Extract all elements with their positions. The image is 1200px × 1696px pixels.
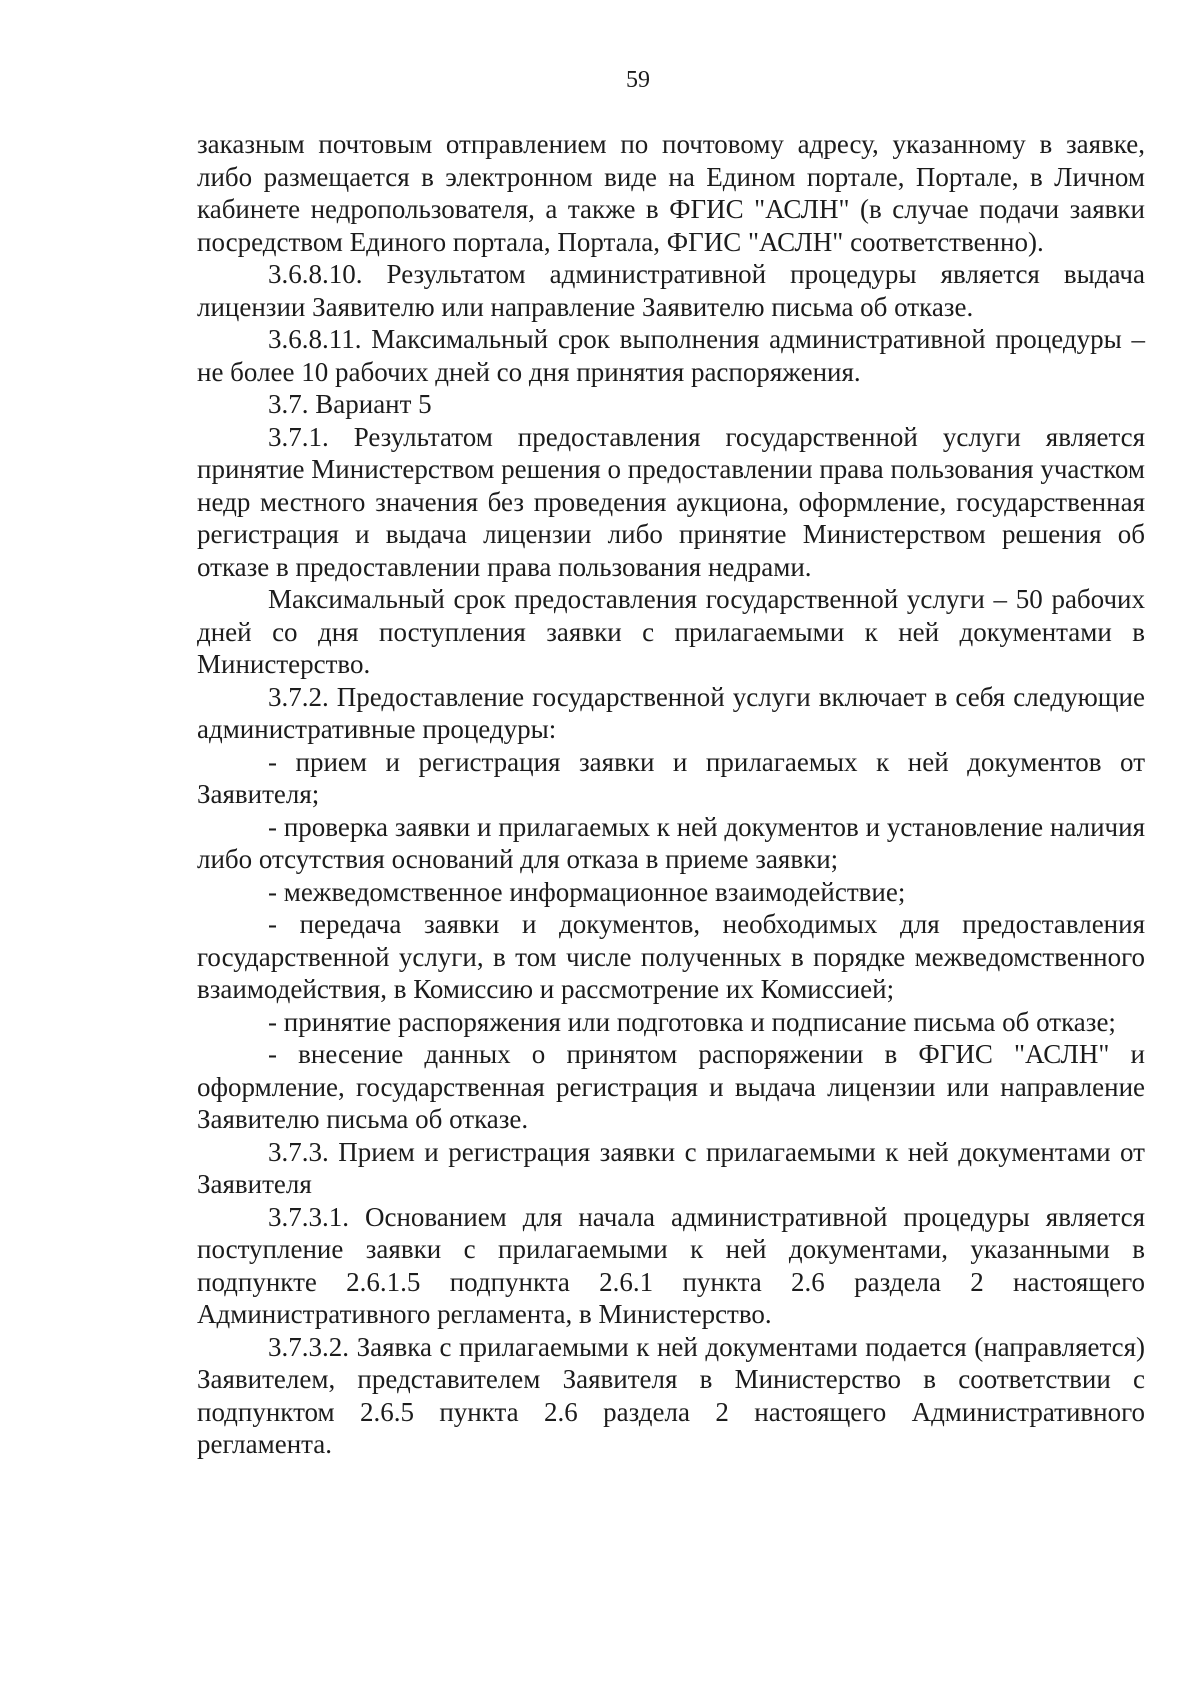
paragraph-3-6-8-10: 3.6.8.10. Результатом административной процедуры является выдача лицензии Заявителю или направление Заявителю письма об отказе. bbox=[197, 259, 1145, 322]
paragraph-3-7-2: 3.7.2. Предоставление государственной услуги включает в себя следующие административные процедуры: bbox=[197, 681, 1145, 744]
list-item-commission: - передача заявки и документов, необходимых для предоставления государственной услуги, в том числе полученных в порядке межведомственного взаимодействия, в Комиссию и рассмотрение их Комиссией; bbox=[197, 909, 1145, 1004]
paragraph-3-6-8-11: 3.6.8.11. Максимальный срок выполнения административной процедуры – не более 10 рабочих дней со дня принятия распоряжения. bbox=[197, 324, 1145, 387]
paragraph-3-7-3-2: 3.7.3.2. Заявка с прилагаемыми к ней документами подается (направляется) Заявителем, представителем Заявителя в Министерство в соответствии с подпунктом 2.6.5 пункта 2.6 раздела 2 настоящего Административного регламента. bbox=[197, 1331, 1145, 1459]
list-item-reception: - прием и регистрация заявки и прилагаемых к ней документов от Заявителя; bbox=[197, 746, 1145, 809]
paragraph-continuation: заказным почтовым отправлением по почтовому адресу, указанному в заявке, либо размещается в электронном виде на Едином портале, Портале, в Личном кабинете недропользователя, а также в ФГИС "АСЛН" (в случае подачи заявки посредством Единого портала, Портала, ФГИС "АСЛН" соответственно). bbox=[197, 129, 1145, 257]
paragraph-3-7-3-1: 3.7.3.1. Основанием для начала административной процедуры является поступление заявки с прилагаемыми к ней документами, указанными в подпункте 2.6.1.5 подпункта 2.6.1 пункта 2.6 раздела 2 настоящего Административного регламента, в Министерство. bbox=[197, 1201, 1145, 1329]
list-item-decision: - принятие распоряжения или подготовка и подписание письма об отказе; bbox=[268, 1006, 1116, 1037]
page-number: 59 bbox=[626, 67, 650, 93]
section-heading-3-7: 3.7. Вариант 5 bbox=[268, 389, 432, 419]
paragraph-3-7-3: 3.7.3. Прием и регистрация заявки с прилагаемыми к ней документами от Заявителя bbox=[197, 1136, 1145, 1199]
document-body bbox=[197, 128, 1145, 1461]
list-item-registration: - внесение данных о принятом распоряжении в ФГИС "АСЛН" и оформление, государственная регистрация и выдача лицензии или направление Заявителю письма об отказе. bbox=[197, 1039, 1145, 1134]
list-item-interagency: - межведомственное информационное взаимодействие; bbox=[268, 876, 906, 907]
paragraph-max-term: Максимальный срок предоставления государственной услуги – 50 рабочих дней со дня поступления заявки с прилагаемыми к ней документами в Министерство. bbox=[197, 584, 1145, 679]
paragraph-3-7-1: 3.7.1. Результатом предоставления государственной услуги является принятие Министерством решения о предоставлении права пользования участком недр местного значения без проведения аукциона, оформление, государственная регистрация и выдача лицензии либо принятие Министерством решения об отказе в предоставлении права пользования недрами. bbox=[197, 421, 1145, 582]
list-item-verification: - проверка заявки и прилагаемых к ней документов и установление наличия либо отсутствия оснований для отказа в приеме заявки; bbox=[197, 811, 1145, 874]
